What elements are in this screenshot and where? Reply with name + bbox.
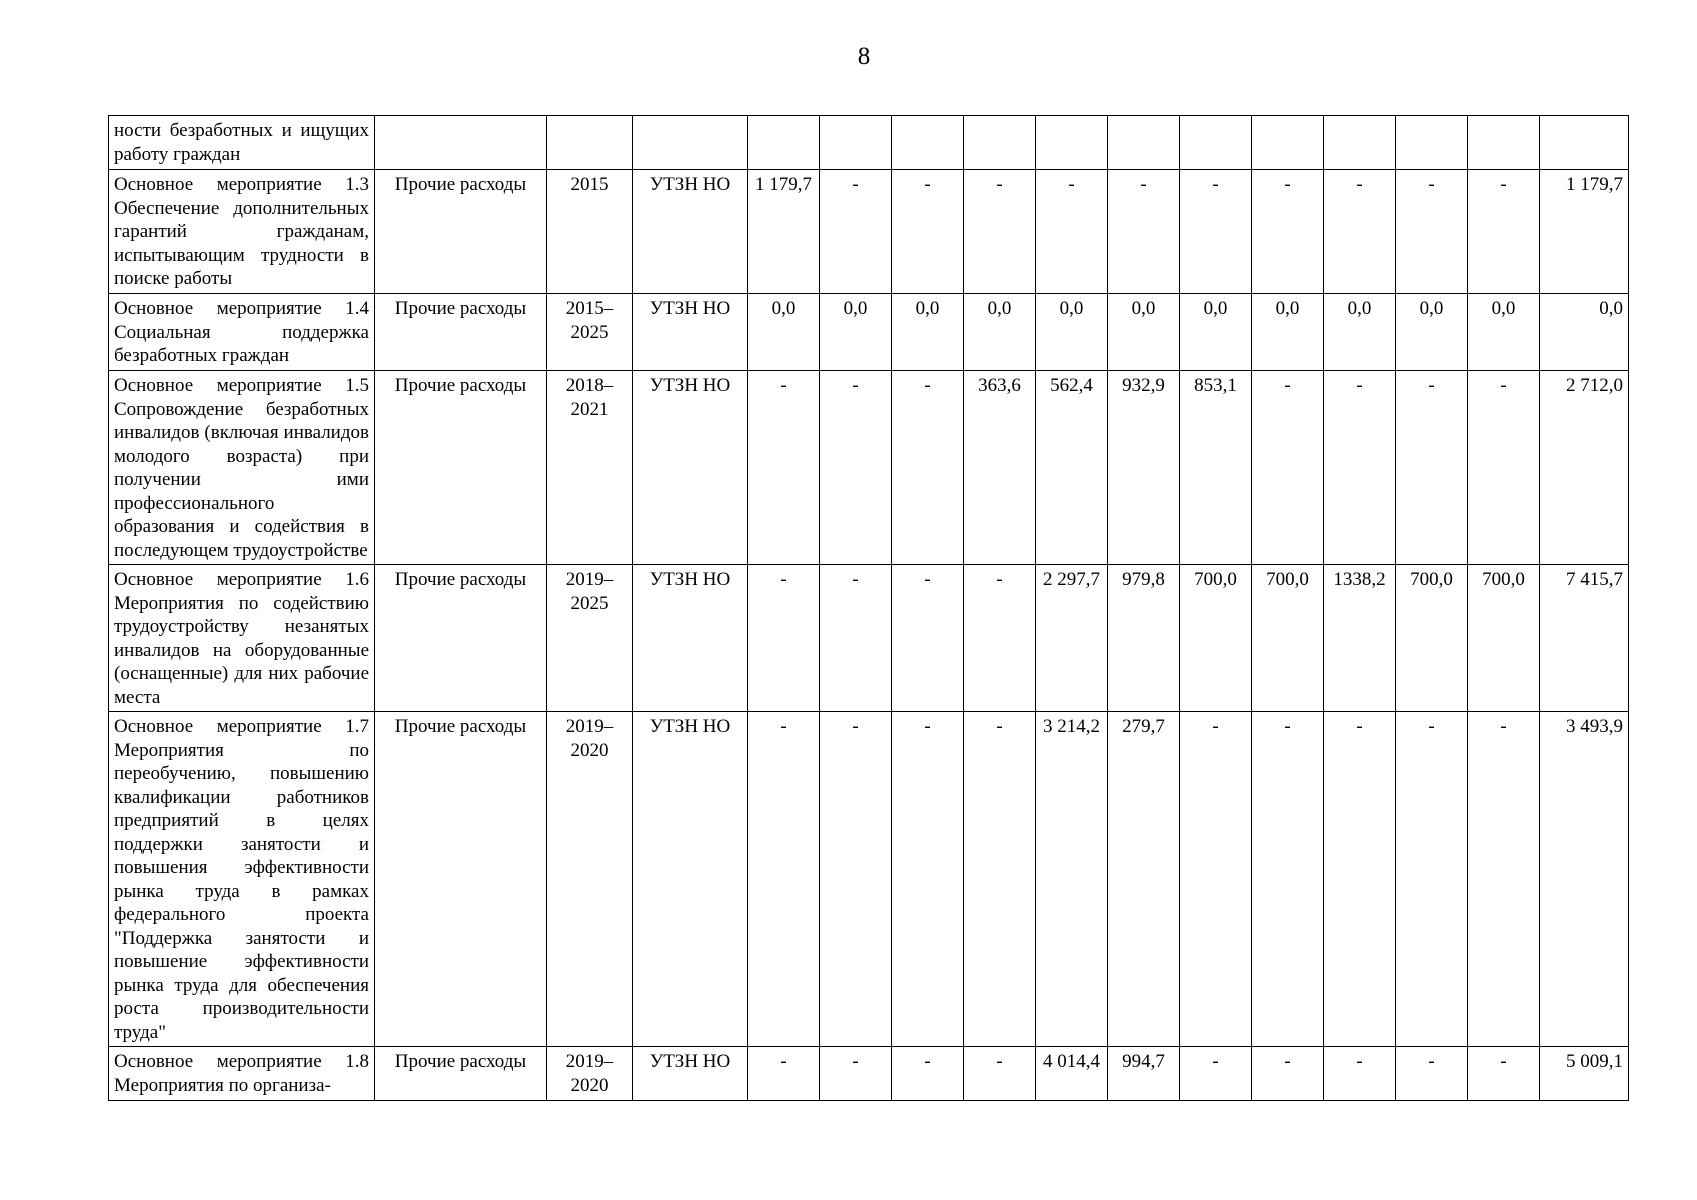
year-value-cell: 2 297,7 bbox=[1036, 565, 1108, 712]
year-value-cell: - bbox=[748, 565, 820, 712]
activity-name-cell: ности безработных и ищущих работу граждан bbox=[109, 116, 375, 170]
year-value-cell bbox=[1468, 116, 1540, 170]
year-value-cell bbox=[820, 116, 892, 170]
expense-type-cell: Прочие расходы bbox=[375, 170, 547, 294]
total-cell: 1 179,7 bbox=[1540, 170, 1629, 294]
year-value-cell: - bbox=[1036, 170, 1108, 294]
year-value-cell: 562,4 bbox=[1036, 371, 1108, 565]
year-value-cell: 0,0 bbox=[1396, 294, 1468, 371]
year-value-cell bbox=[892, 116, 964, 170]
year-value-cell: 853,1 bbox=[1180, 371, 1252, 565]
year-value-cell: 994,7 bbox=[1108, 1047, 1180, 1101]
year-value-cell: - bbox=[892, 712, 964, 1047]
activity-name-cell: Основное мероприятие 1.8 Мероприятия по организа- bbox=[109, 1047, 375, 1101]
total-cell bbox=[1540, 116, 1629, 170]
expense-type-cell: Прочие расходы bbox=[375, 1047, 547, 1101]
year-value-cell: - bbox=[1108, 170, 1180, 294]
year-value-cell bbox=[1036, 116, 1108, 170]
year-value-cell: - bbox=[1180, 1047, 1252, 1101]
year-value-cell: - bbox=[1324, 1047, 1396, 1101]
year-value-cell: - bbox=[1468, 371, 1540, 565]
year-value-cell: - bbox=[1396, 1047, 1468, 1101]
year-value-cell: - bbox=[748, 712, 820, 1047]
total-cell: 3 493,9 bbox=[1540, 712, 1629, 1047]
year-value-cell bbox=[748, 116, 820, 170]
year-value-cell: - bbox=[1324, 371, 1396, 565]
years-cell bbox=[547, 116, 633, 170]
table-row bbox=[109, 294, 1629, 371]
year-value-cell bbox=[1396, 116, 1468, 170]
page-number: 8 bbox=[857, 43, 871, 70]
year-value-cell: - bbox=[1468, 1047, 1540, 1101]
year-value-cell: - bbox=[1396, 712, 1468, 1047]
year-value-cell: - bbox=[964, 1047, 1036, 1101]
year-value-cell bbox=[964, 116, 1036, 170]
year-value-cell: 0,0 bbox=[892, 294, 964, 371]
activity-name-cell: Основное мероприятие 1.7 Мероприятия по переобучению, повышению квалификации работников предприятий в целях поддержки занятости и повышения эффективности рынка труда в рамках федерального проекта "Поддержка занятости и повышение эффективности рынка труда для обеспечения роста производительности труда" bbox=[109, 712, 375, 1047]
year-value-cell bbox=[1180, 116, 1252, 170]
years-cell: 2015–2025 bbox=[547, 294, 633, 371]
year-value-cell: 700,0 bbox=[1396, 565, 1468, 712]
year-value-cell: - bbox=[892, 371, 964, 565]
table-row bbox=[109, 170, 1629, 294]
year-value-cell: 0,0 bbox=[1036, 294, 1108, 371]
year-value-cell: - bbox=[748, 371, 820, 565]
table-row bbox=[109, 712, 1629, 1047]
year-value-cell: 932,9 bbox=[1108, 371, 1180, 565]
year-value-cell: - bbox=[820, 371, 892, 565]
executor-cell: УТЗН НО bbox=[633, 170, 748, 294]
year-value-cell: - bbox=[1396, 170, 1468, 294]
year-value-cell: - bbox=[892, 1047, 964, 1101]
year-value-cell: - bbox=[1396, 371, 1468, 565]
executor-cell: УТЗН НО bbox=[633, 712, 748, 1047]
year-value-cell: - bbox=[964, 712, 1036, 1047]
expense-type-cell bbox=[375, 116, 547, 170]
year-value-cell bbox=[1324, 116, 1396, 170]
year-value-cell: - bbox=[964, 170, 1036, 294]
table-row bbox=[109, 116, 1629, 170]
year-value-cell: - bbox=[820, 170, 892, 294]
table-row bbox=[109, 565, 1629, 712]
years-cell: 2015 bbox=[547, 170, 633, 294]
year-value-cell: 4 014,4 bbox=[1036, 1047, 1108, 1101]
total-cell: 2 712,0 bbox=[1540, 371, 1629, 565]
year-value-cell: - bbox=[1252, 712, 1324, 1047]
year-value-cell: 0,0 bbox=[1468, 294, 1540, 371]
total-cell: 5 009,1 bbox=[1540, 1047, 1629, 1101]
year-value-cell: 0,0 bbox=[1324, 294, 1396, 371]
year-value-cell: - bbox=[1468, 712, 1540, 1047]
year-value-cell: 3 214,2 bbox=[1036, 712, 1108, 1047]
total-cell: 0,0 bbox=[1540, 294, 1629, 371]
years-cell: 2019–2020 bbox=[547, 712, 633, 1047]
activity-name-cell: Основное мероприятие 1.5 Сопровождение безработных инвалидов (включая инвалидов молодого возраста) при получении ими профессионального образования и содействия в последующем трудоустройстве bbox=[109, 371, 375, 565]
year-value-cell: - bbox=[820, 1047, 892, 1101]
activity-name-cell: Основное мероприятие 1.4 Социальная поддержка безработных граждан bbox=[109, 294, 375, 371]
executor-cell: УТЗН НО bbox=[633, 565, 748, 712]
table-row bbox=[109, 1047, 1629, 1101]
year-value-cell: 700,0 bbox=[1468, 565, 1540, 712]
year-value-cell: 1 179,7 bbox=[748, 170, 820, 294]
year-value-cell: - bbox=[1180, 170, 1252, 294]
year-value-cell: - bbox=[892, 170, 964, 294]
executor-cell bbox=[633, 116, 748, 170]
year-value-cell: 279,7 bbox=[1108, 712, 1180, 1047]
expense-type-cell: Прочие расходы bbox=[375, 712, 547, 1047]
year-value-cell bbox=[1108, 116, 1180, 170]
year-value-cell: 979,8 bbox=[1108, 565, 1180, 712]
expense-type-cell: Прочие расходы bbox=[375, 565, 547, 712]
year-value-cell: - bbox=[820, 565, 892, 712]
year-value-cell: - bbox=[1252, 371, 1324, 565]
years-cell: 2019–2025 bbox=[547, 565, 633, 712]
activity-name-cell: Основное мероприятие 1.3 Обеспечение дополнительных гарантий гражданам, испытывающим трудности в поиске работы bbox=[109, 170, 375, 294]
year-value-cell: - bbox=[964, 565, 1036, 712]
year-value-cell: 1338,2 bbox=[1324, 565, 1396, 712]
year-value-cell: 0,0 bbox=[748, 294, 820, 371]
year-value-cell: - bbox=[1180, 712, 1252, 1047]
year-value-cell: - bbox=[892, 565, 964, 712]
year-value-cell bbox=[1252, 116, 1324, 170]
year-value-cell: - bbox=[1324, 712, 1396, 1047]
year-value-cell: - bbox=[1252, 170, 1324, 294]
table-row bbox=[109, 371, 1629, 565]
activity-name-cell: Основное мероприятие 1.6 Мероприятия по содействию трудоустройству незанятых инвалидов на оборудованные (оснащенные) для них рабочие места bbox=[109, 565, 375, 712]
years-cell: 2019–2020 bbox=[547, 1047, 633, 1101]
year-value-cell: 0,0 bbox=[1180, 294, 1252, 371]
total-cell: 7 415,7 bbox=[1540, 565, 1629, 712]
year-value-cell: 0,0 bbox=[1252, 294, 1324, 371]
year-value-cell: 0,0 bbox=[1108, 294, 1180, 371]
executor-cell: УТЗН НО bbox=[633, 1047, 748, 1101]
year-value-cell: 0,0 bbox=[964, 294, 1036, 371]
year-value-cell: - bbox=[820, 712, 892, 1047]
years-cell: 2018–2021 bbox=[547, 371, 633, 565]
executor-cell: УТЗН НО bbox=[633, 294, 748, 371]
program-activities-table bbox=[108, 115, 1629, 1101]
year-value-cell: - bbox=[1468, 170, 1540, 294]
year-value-cell: - bbox=[1324, 170, 1396, 294]
year-value-cell: 363,6 bbox=[964, 371, 1036, 565]
expense-type-cell: Прочие расходы bbox=[375, 294, 547, 371]
year-value-cell: 700,0 bbox=[1252, 565, 1324, 712]
year-value-cell: 0,0 bbox=[820, 294, 892, 371]
year-value-cell: 700,0 bbox=[1180, 565, 1252, 712]
year-value-cell: - bbox=[1252, 1047, 1324, 1101]
executor-cell: УТЗН НО bbox=[633, 371, 748, 565]
expense-type-cell: Прочие расходы bbox=[375, 371, 547, 565]
year-value-cell: - bbox=[748, 1047, 820, 1101]
